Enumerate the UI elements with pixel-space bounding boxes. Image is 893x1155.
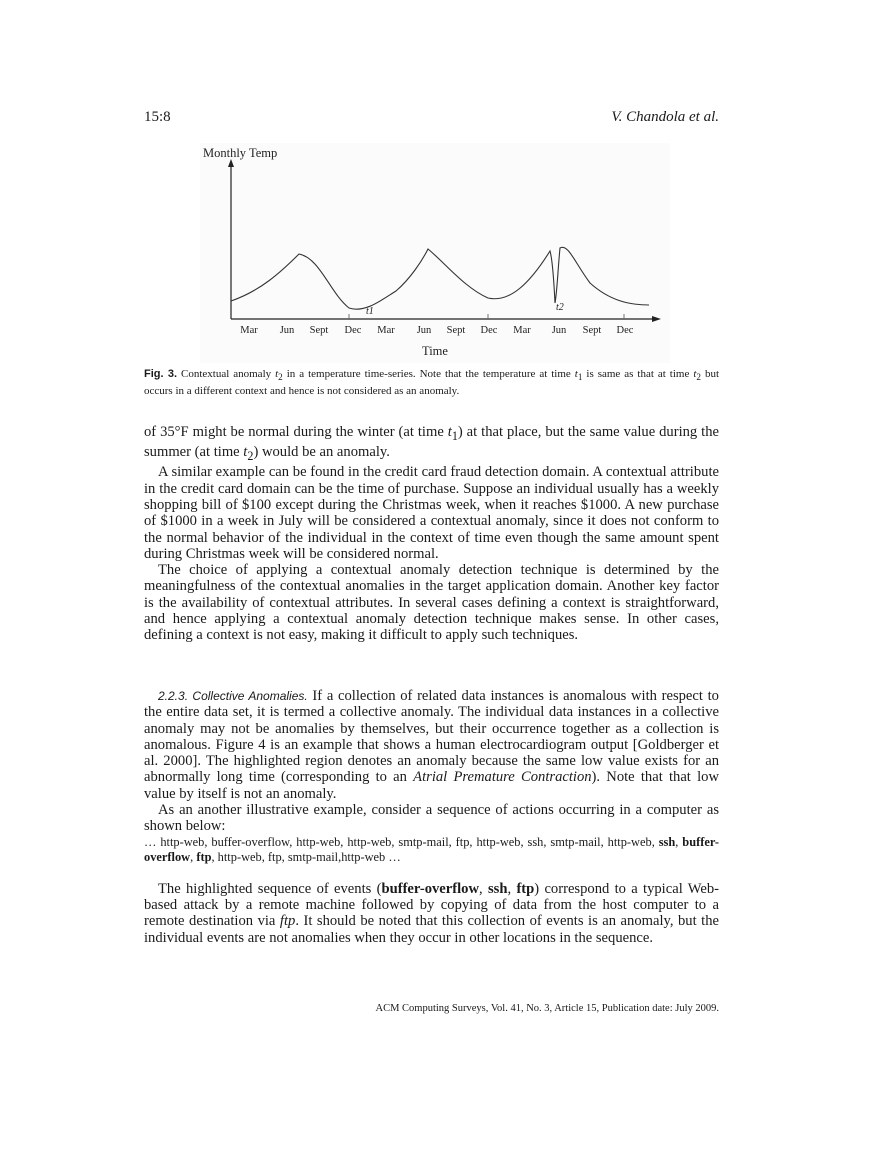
figure-caption: [144, 367, 719, 398]
t1-marker-label: t1: [366, 306, 374, 317]
running-authors: V. Chandola et al.: [611, 109, 719, 125]
bold-event: ftp: [196, 850, 212, 865]
text-run: … http-web, buffer-overflow, http-web, http-web, smtp-mail, ftp, http-web, ssh, smtp-mail, http-web,: [144, 834, 659, 849]
x-tick-label: Dec: [480, 325, 498, 336]
caption-text: in a temperature time-series. Note that the temperature at time: [282, 368, 575, 380]
bold-event: ssh: [658, 834, 676, 849]
x-axis-label: Time: [422, 344, 448, 358]
paragraph: [144, 424, 719, 464]
math-sub: 2: [247, 449, 254, 464]
page-number: 15:8: [144, 109, 171, 125]
x-tick-label: Sept: [582, 325, 602, 336]
text-run: ) would be an anomaly.: [253, 444, 390, 461]
text-run: If a collection of related data instances is anomalous with respect to the entire data set, it is termed a collective anomaly. The individual data instances in a collective anomaly may not be anomalies by themselves, but their occurrence together as a collection is anomalous. Figure 4 is an example that shows a human electrocardiogram output [Goldberger et al. 2000]. The highlighted region denotes an anomaly because the same low value exists for an abnormally long time (corresponding to an: [144, 688, 719, 786]
x-tick-label: Jun: [279, 325, 295, 336]
t2-marker-label: t2: [556, 302, 564, 313]
x-tick-label: Jun: [551, 325, 567, 336]
paragraph: [144, 881, 719, 946]
running-header: [144, 109, 719, 129]
text-run: . It should be noted that this collection of events is an anomaly, but the individual events are not anomalies when they occur in other locations in the sequence.: [144, 913, 719, 946]
text-run: ,: [507, 880, 517, 897]
temperature-time-series-plot: [200, 143, 670, 363]
x-tick-label: Dec: [616, 325, 634, 336]
caption-var: t: [574, 368, 578, 380]
caption-sub: 1: [577, 372, 583, 383]
caption-var: t: [693, 368, 697, 380]
emphasis: Atrial Premature Contraction: [413, 769, 592, 786]
x-tick-label: Jun: [416, 325, 432, 336]
caption-text: is same as that at time: [582, 368, 694, 380]
math-sub: 1: [451, 428, 458, 443]
figure-3: [200, 143, 670, 363]
caption-sub: 2: [696, 372, 701, 383]
bold-event: ssh: [487, 880, 508, 897]
text-run: ,: [479, 880, 488, 897]
text-run: ) correspond to a typical Web-based attack by a remote machine followed by copying of data from the host computer to a remote destination via: [144, 880, 720, 930]
caption-label: Fig. 3.: [144, 368, 178, 380]
text-run: , http-web, ftp, smtp-mail,http-web …: [211, 850, 401, 865]
text-run: ,: [190, 850, 197, 865]
paragraph: The choice of applying a contextual anomaly detection technique is determined by the meaningfulness of the contextual anomalies in the target application domain. Another key factor is the availability of contextual attributes. In several cases defining a context is straightforward, and hence applying a contextual anomaly detection technique makes sense. In other cases, defining a context is not easy, making it difficult to apply such techniques.: [144, 562, 719, 644]
paragraph: A similar example can be found in the credit card fraud detection domain. A contextual attribute in the credit card domain can be the time of purchase. Suppose an individual usually has a weekly shopping bill of $100 except during the Christmas week, when it reaches $1000. A new purchase of $1000 in a week in July will be considered a contextual anomaly, since it does not conform to the normal behavior of the individual in the context of time even though the same amount spent during Christmas week will be considered normal.: [144, 464, 719, 562]
text-run: ). Note that that low value by itself is not an anomaly.: [144, 769, 719, 802]
text-run: ) at that place, but the same value during the summer (at time: [144, 424, 719, 461]
running-footer: ACM Computing Surveys, Vol. 41, No. 3, Article 15, Publication date: July 2009.: [375, 1003, 719, 1014]
text-run: The highlighted sequence of events (: [158, 880, 382, 897]
section-heading: 2.2.3. Collective Anomalies.: [158, 689, 308, 703]
math-var: t: [243, 444, 248, 461]
body-section-1: [144, 424, 719, 644]
caption-text: but occurs in a different context and hence is not considered as an anomaly.: [144, 368, 720, 398]
body-section-2: [144, 688, 719, 946]
bold-event: buffer-overflow: [381, 880, 480, 897]
y-axis-label: Monthly Temp: [203, 146, 278, 160]
x-tick-label: Sept: [446, 325, 466, 336]
caption-sub: 2: [278, 372, 283, 383]
caption-var: t: [275, 368, 279, 380]
paragraph: As an another illustrative example, consider a sequence of actions occurring in a computer as shown below:: [144, 802, 719, 835]
bold-event: buffer-overflow: [144, 834, 719, 865]
x-tick-label: Sept: [309, 325, 329, 336]
x-tick-label: Mar: [240, 325, 258, 336]
math-var: t: [447, 424, 452, 440]
caption-text: Contextual anomaly: [181, 368, 276, 380]
text-run: ,: [675, 834, 683, 849]
x-tick-label: Mar: [513, 325, 531, 336]
text-run: of 35°F might be normal during the winter (at time: [144, 424, 448, 440]
x-tick-label: Mar: [377, 325, 395, 336]
x-tick-label: Dec: [344, 325, 362, 336]
bold-event: ftp: [516, 880, 535, 897]
emphasis: ftp: [279, 913, 296, 930]
paragraph: [144, 688, 719, 802]
event-sequence: [144, 835, 719, 866]
